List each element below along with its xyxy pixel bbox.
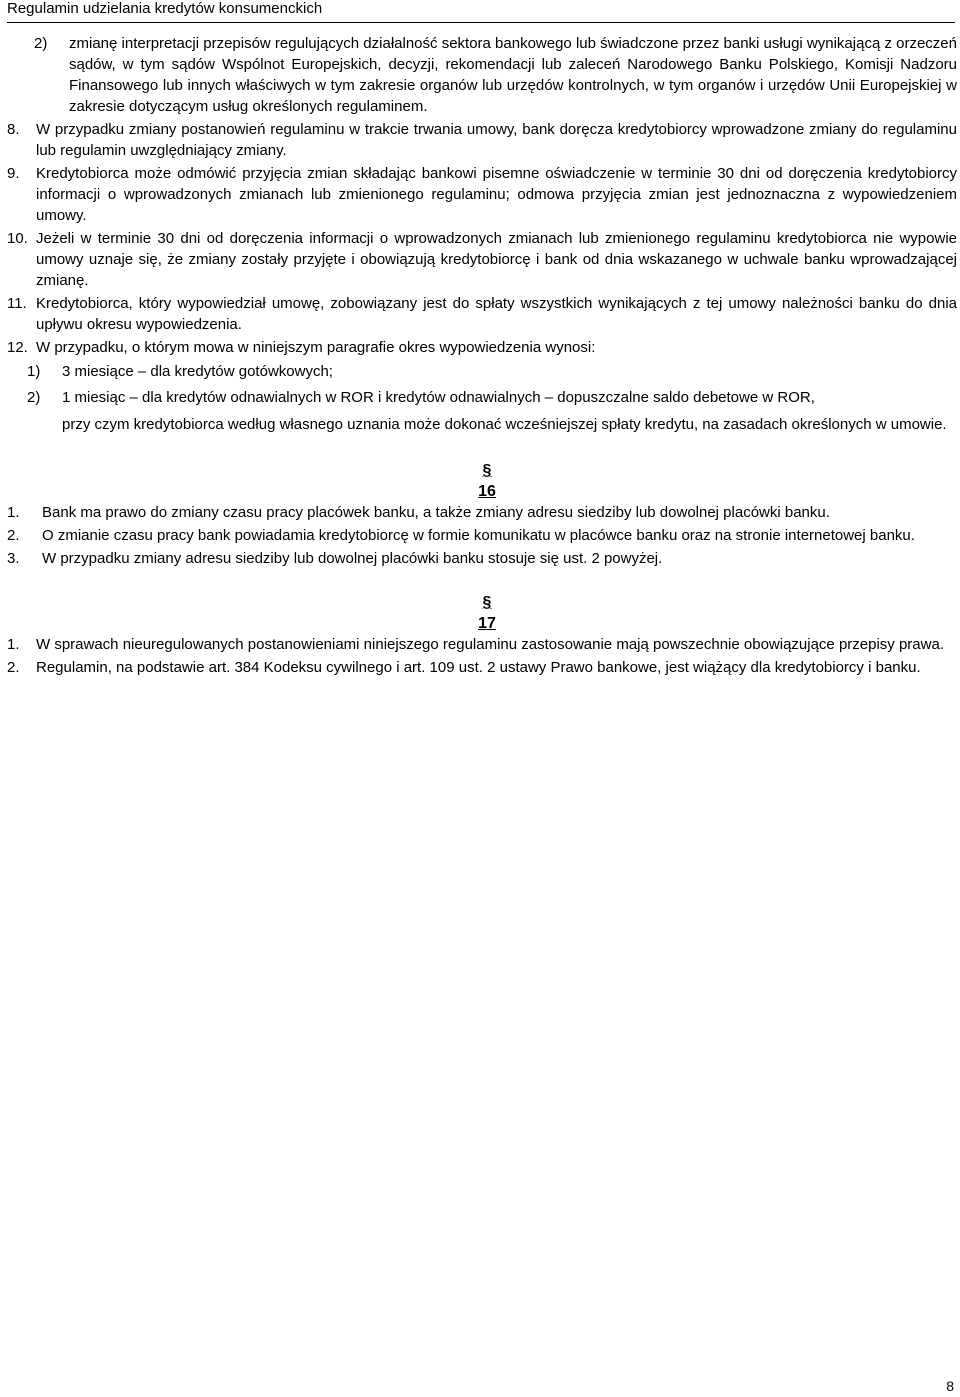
list-item [7, 657, 957, 678]
item-number: 1. [7, 504, 20, 521]
header-divider [7, 22, 955, 23]
sub-list-item [7, 360, 957, 384]
item-number: 9. [7, 165, 20, 182]
item-text: 3 miesiące – dla kredytów gotówkowych; [62, 363, 333, 380]
list-item [7, 33, 957, 117]
item-text: W przypadku, o którym mowa w niniejszym paragrafie okres wypowiedzenia wynosi: [36, 339, 596, 356]
item-number: 3. [7, 550, 20, 567]
item-text: Jeżeli w terminie 30 dni od doręczenia informacji o wprowadzonych zmianach lub zmienionego regulaminu kredytobiorca nie wypowie umowy uznaje się, że zmiany zostały przyjęte i obowiązują kredytobiorcę i bank od dnia wskazanego w uchwale banku wprowadzającej zmianę. [36, 230, 957, 289]
list-item [7, 548, 957, 569]
list-item [7, 337, 957, 358]
paragraph-number: 16 [478, 483, 496, 500]
item-number: 2. [7, 659, 20, 676]
running-header: Regulamin udzielania kredytów konsumenckich [7, 0, 323, 17]
item-number: 12. [7, 339, 28, 356]
list-item [7, 293, 957, 335]
list-item [7, 634, 957, 655]
item-text: Kredytobiorca, który wypowiedział umowę, zobowiązany jest do spłaty wszystkich wynikających z tej umowy należności banku do dnia upływu okresu wypowiedzenia. [36, 295, 957, 333]
item-text: zmianę interpretacji przepisów regulujących działalność sektora bankowego lub świadczone przez banki usługi wynikającą z orzeczeń sądów, w tym sądów Wspólnot Europejskich, decyzji, rekomendacji lub zaleceń Narodowego Banku Polskiego, Komisji Nadzoru Finansowego lub innych właściwych w tym zakresie organów lub urzędów kontrolnych, w tym organów i urzędów Unii Europejskiej w zakresie dotyczącym usług określonych regulaminem. [69, 35, 957, 115]
list-item [7, 502, 957, 523]
sub-list-item [7, 386, 957, 410]
section-sign: § [482, 594, 492, 611]
item-number: 8. [7, 121, 20, 138]
list-item [7, 525, 957, 546]
item-text: W sprawach nieuregulowanych postanowieniami niniejszego regulaminu zastosowanie mają powszechnie obowiązujące przepisy prawa. [36, 636, 944, 653]
item-number: 1) [27, 363, 41, 380]
document-body [7, 33, 957, 678]
section-sign: § [482, 462, 492, 479]
item-text: W przypadku zmiany postanowień regulaminu w trakcie trwania umowy, bank doręcza kredytobiorcy wprowadzone zmiany do regulaminu lub regulamin uwzględniający zmiany. [36, 121, 957, 159]
list-item [7, 228, 957, 291]
item-text: Bank ma prawo do zmiany czasu pracy placówek banku, a także zmiany adresu siedziby lub dowolnej placówki banku. [42, 504, 830, 521]
item-text: Regulamin, na podstawie art. 384 Kodeksu cywilnego i art. 109 ust. 2 ustawy Prawo bankowe, jest wiążący dla kredytobiorcy i banku. [36, 659, 921, 676]
item-number: 2. [7, 527, 20, 544]
item-text: 1 miesiąc – dla kredytów odnawialnych w ROR i kredytów odnawialnych – dopuszczalne saldo debetowe w ROR, [62, 389, 815, 406]
list-item [7, 163, 957, 226]
item-text: O zmianie czasu pracy bank powiadamia kredytobiorcę w formie komunikatu w placówce banku oraz na stronie internetowej banku. [42, 527, 915, 544]
list-item [7, 119, 957, 161]
paragraph-heading-17 [7, 592, 957, 634]
item-number: 10. [7, 230, 28, 247]
page-number: 8 [946, 1378, 954, 1394]
item-text: W przypadku zmiany adresu siedziby lub dowolnej placówki banku stosuje się ust. 2 powyżej. [42, 550, 663, 567]
item-number: 2) [27, 389, 41, 406]
item-number: 2) [34, 35, 48, 52]
item-text: Kredytobiorca może odmówić przyjęcia zmian składając bankowi pisemne oświadczenie w terminie 30 dni od doręczenia kredytobiorcy informacji o wprowadzonych zmianach lub zmienionego regulaminu; odmowa przyjęcia zmian jest jednoznaczna z wypowiedzeniem umowy. [36, 165, 957, 224]
item-number: 11. [7, 295, 27, 312]
item-number: 1. [7, 636, 20, 653]
paragraph-number: 17 [478, 615, 496, 632]
paragraph-heading-16 [7, 460, 957, 502]
item-note: przy czym kredytobiorca według własnego uznania może dokonać wcześniejszej spłaty kredytu, na zasadach określonych w umowie. [62, 416, 947, 433]
